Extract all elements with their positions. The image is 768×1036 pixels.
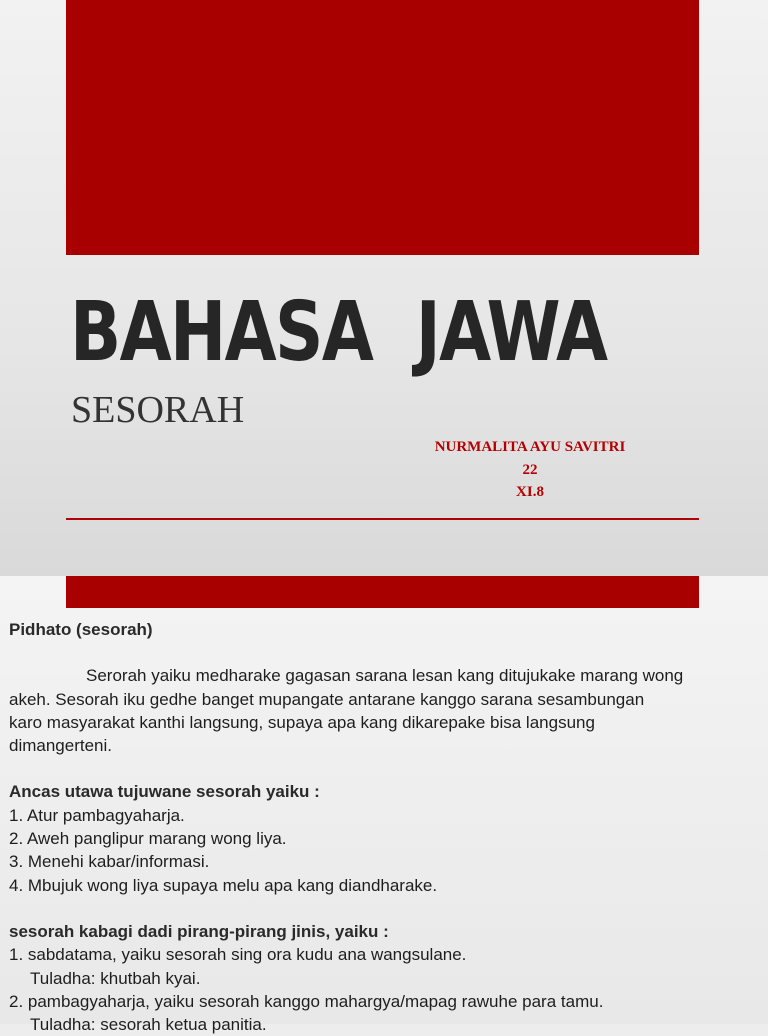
paragraph-line: Serorah yaiku medharake gagasan sarana lesan kang ditujukake marang wong — [86, 666, 684, 686]
author-name: NURMALITA AYU SAVITRI — [434, 439, 626, 455]
list-item-example: Tuladha: sesorah ketua panitia. — [30, 1015, 267, 1035]
list-item: 3. Menehi kabar/informasi. — [9, 852, 210, 872]
list-item: 2. pambagyaharja, yaiku sesorah kanggo mahargya/mapag rawuhe para tamu. — [9, 991, 604, 1011]
author-block — [380, 436, 680, 504]
list-item-example: Tuladha: khutbah kyai. — [30, 968, 201, 988]
slide-title: BAHASA JAWA — [70, 285, 607, 380]
paragraph-line: karo masyarakat kanthi langsung, supaya apa kang dikarepake bisa langsung — [9, 712, 595, 732]
red-banner-bottom — [66, 576, 699, 608]
paragraph-line: dimangerteni. — [9, 736, 113, 756]
red-banner-top — [66, 0, 699, 255]
content-body — [9, 618, 761, 1036]
spacer — [9, 897, 761, 920]
section-heading: Pidhato (sesorah) — [9, 620, 153, 639]
author-number: 22 — [522, 461, 538, 478]
paragraph-line: akeh. Sesorah iku gedhe banget mupangate antarane kanggo sarana sesambungan — [9, 689, 645, 709]
goals-heading: Ancas utawa tujuwane sesorah yaiku : — [9, 782, 320, 802]
list-item: 1. Atur pambagyaharja. — [9, 805, 185, 825]
types-heading: sesorah kabagi dadi pirang-pirang jinis, yaiku : — [9, 921, 389, 941]
list-item: 1. sabdatama, yaiku sesorah sing ora kudu ana wangsulane. — [9, 945, 467, 965]
slide-subtitle: SESORAH — [71, 389, 245, 431]
spacer — [9, 757, 761, 780]
divider-rule — [66, 518, 699, 520]
content-slide — [0, 576, 768, 1035]
author-class: XI.8 — [516, 484, 544, 500]
list-item: 4. Mbujuk wong liya supaya melu apa kang diandharake. — [9, 875, 438, 895]
spacer — [9, 641, 761, 664]
list-item: 2. Aweh panglipur marang wong liya. — [9, 829, 287, 849]
